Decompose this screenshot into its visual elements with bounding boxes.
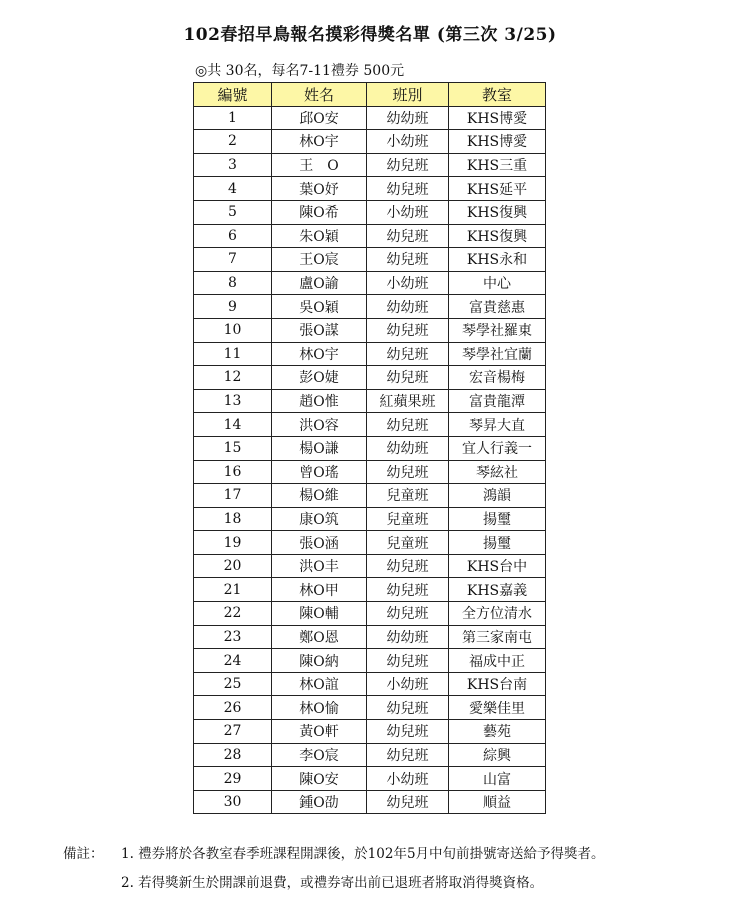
cell-number: 25 (194, 672, 272, 696)
table-row (194, 743, 546, 767)
cell-name: 洪O容 (272, 413, 367, 437)
cell-classroom: 宜人行義一 (449, 436, 546, 460)
header-class: 班別 (367, 83, 449, 107)
table-row (194, 696, 546, 720)
cell-number: 7 (194, 248, 272, 272)
table-row (194, 720, 546, 744)
cell-number: 27 (194, 720, 272, 744)
cell-number: 30 (194, 790, 272, 814)
cell-name: 張O涵 (272, 531, 367, 555)
cell-class: 幼兒班 (367, 554, 449, 578)
cell-name: 吳O穎 (272, 295, 367, 319)
cell-name: 王 O (272, 153, 367, 177)
cell-number: 15 (194, 436, 272, 460)
cell-classroom: 揚璽 (449, 531, 546, 555)
cell-classroom: 全方位清水 (449, 602, 546, 626)
cell-classroom: KHS嘉義 (449, 578, 546, 602)
cell-name: 楊O維 (272, 484, 367, 508)
cell-number: 4 (194, 177, 272, 201)
note-item: 1. 禮券將於各教室春季班課程開課後，於102年5月中旬前掛號寄送給予得獎者。 (121, 846, 605, 862)
note-item: 2. 若得獎新生於開課前退費，或禮券寄出前已退班者將取消得獎資格。 (121, 875, 544, 891)
cell-name: 彭O婕 (272, 366, 367, 390)
table-row (194, 153, 546, 177)
cell-name: 趙O惟 (272, 389, 367, 413)
cell-classroom: KHS台南 (449, 672, 546, 696)
cell-number: 5 (194, 200, 272, 224)
cell-name: 楊O謙 (272, 436, 367, 460)
table-row (194, 413, 546, 437)
cell-class: 幼兒班 (367, 177, 449, 201)
cell-number: 13 (194, 389, 272, 413)
cell-classroom: 琴學社宜蘭 (449, 342, 546, 366)
cell-class: 小幼班 (367, 271, 449, 295)
cell-class: 小幼班 (367, 200, 449, 224)
table-row (194, 295, 546, 319)
cell-class: 幼兒班 (367, 153, 449, 177)
cell-number: 17 (194, 484, 272, 508)
cell-class: 兒童班 (367, 484, 449, 508)
cell-name: 朱O穎 (272, 224, 367, 248)
cell-class: 幼兒班 (367, 342, 449, 366)
cell-class: 幼兒班 (367, 366, 449, 390)
cell-classroom: 鴻韻 (449, 484, 546, 508)
cell-classroom: KHS復興 (449, 200, 546, 224)
cell-number: 2 (194, 130, 272, 154)
cell-class: 幼兒班 (367, 460, 449, 484)
cell-class: 小幼班 (367, 130, 449, 154)
cell-number: 16 (194, 460, 272, 484)
table-header-row (194, 83, 546, 107)
cell-classroom: 琴絃社 (449, 460, 546, 484)
cell-classroom: KHS延平 (449, 177, 546, 201)
header-number: 編號 (194, 83, 272, 107)
table-row (194, 578, 546, 602)
table-row (194, 177, 546, 201)
table-body (194, 106, 546, 814)
cell-name: 林O宇 (272, 130, 367, 154)
cell-class: 幼幼班 (367, 106, 449, 130)
cell-name: 王O宸 (272, 248, 367, 272)
cell-number: 22 (194, 602, 272, 626)
cell-number: 18 (194, 507, 272, 531)
table-row (194, 271, 546, 295)
cell-name: 陳O希 (272, 200, 367, 224)
cell-name: 鍾O劭 (272, 790, 367, 814)
cell-name: 林O甲 (272, 578, 367, 602)
cell-number: 9 (194, 295, 272, 319)
cell-classroom: KHS永和 (449, 248, 546, 272)
table-row (194, 318, 546, 342)
cell-name: 陳O輔 (272, 602, 367, 626)
table-row (194, 389, 546, 413)
cell-classroom: 富貴龍潭 (449, 389, 546, 413)
cell-class: 幼幼班 (367, 625, 449, 649)
cell-name: 邱O安 (272, 106, 367, 130)
table-row (194, 507, 546, 531)
cell-number: 24 (194, 649, 272, 673)
cell-classroom: 揚璽 (449, 507, 546, 531)
cell-class: 幼兒班 (367, 248, 449, 272)
cell-name: 林O宇 (272, 342, 367, 366)
cell-name: 曾O瑤 (272, 460, 367, 484)
cell-classroom: KHS三重 (449, 153, 546, 177)
table-row (194, 342, 546, 366)
cell-class: 幼兒班 (367, 790, 449, 814)
cell-class: 幼兒班 (367, 224, 449, 248)
cell-name: 鄭O恩 (272, 625, 367, 649)
cell-number: 11 (194, 342, 272, 366)
cell-name: 張O謀 (272, 318, 367, 342)
table-row (194, 200, 546, 224)
cell-number: 1 (194, 106, 272, 130)
cell-classroom: 愛樂佳里 (449, 696, 546, 720)
cell-name: 盧O諭 (272, 271, 367, 295)
cell-name: 陳O納 (272, 649, 367, 673)
header-classroom: 教室 (449, 83, 546, 107)
cell-number: 26 (194, 696, 272, 720)
cell-classroom: 綜興 (449, 743, 546, 767)
cell-name: 葉O妤 (272, 177, 367, 201)
table-row (194, 602, 546, 626)
table-row (194, 436, 546, 460)
cell-classroom: 山富 (449, 767, 546, 791)
table-row (194, 460, 546, 484)
cell-name: 康O筑 (272, 507, 367, 531)
notes-label: 備註： (63, 846, 104, 862)
cell-number: 12 (194, 366, 272, 390)
header-name: 姓名 (272, 83, 367, 107)
cell-class: 兒童班 (367, 531, 449, 555)
table-row (194, 366, 546, 390)
cell-number: 29 (194, 767, 272, 791)
table-row (194, 248, 546, 272)
cell-number: 28 (194, 743, 272, 767)
cell-number: 8 (194, 271, 272, 295)
cell-classroom: KHS博愛 (449, 130, 546, 154)
table-row (194, 106, 546, 130)
table-row (194, 790, 546, 814)
cell-class: 小幼班 (367, 672, 449, 696)
table-row (194, 649, 546, 673)
cell-classroom: KHS復興 (449, 224, 546, 248)
cell-class: 幼兒班 (367, 720, 449, 744)
cell-number: 6 (194, 224, 272, 248)
cell-number: 23 (194, 625, 272, 649)
cell-number: 3 (194, 153, 272, 177)
prize-summary: ◎共 30名，每名7-11禮券 500元 (195, 63, 405, 79)
table-row (194, 484, 546, 508)
table-row (194, 554, 546, 578)
cell-number: 20 (194, 554, 272, 578)
page-title: 102春招早鳥報名摸彩得獎名單 (第三次 3/25) (183, 25, 557, 45)
cell-classroom: 琴昇大直 (449, 413, 546, 437)
cell-classroom: 富貴慈惠 (449, 295, 546, 319)
cell-class: 幼兒班 (367, 318, 449, 342)
cell-class: 幼幼班 (367, 436, 449, 460)
cell-class: 幼兒班 (367, 743, 449, 767)
cell-classroom: 第三家南屯 (449, 625, 546, 649)
table-row (194, 130, 546, 154)
cell-classroom: 福成中正 (449, 649, 546, 673)
cell-class: 幼兒班 (367, 696, 449, 720)
cell-classroom: 順益 (449, 790, 546, 814)
table-row (194, 224, 546, 248)
cell-name: 林O愉 (272, 696, 367, 720)
cell-classroom: 宏音楊梅 (449, 366, 546, 390)
cell-name: 黃O軒 (272, 720, 367, 744)
table-row (194, 531, 546, 555)
cell-class: 幼兒班 (367, 602, 449, 626)
cell-name: 李O宸 (272, 743, 367, 767)
cell-name: 林O誼 (272, 672, 367, 696)
cell-number: 14 (194, 413, 272, 437)
cell-classroom: KHS台中 (449, 554, 546, 578)
cell-classroom: 琴學社羅東 (449, 318, 546, 342)
cell-name: 陳O安 (272, 767, 367, 791)
table-row (194, 767, 546, 791)
cell-class: 兒童班 (367, 507, 449, 531)
cell-class: 小幼班 (367, 767, 449, 791)
table-row (194, 625, 546, 649)
cell-class: 幼兒班 (367, 413, 449, 437)
cell-class: 幼兒班 (367, 649, 449, 673)
cell-class: 幼兒班 (367, 578, 449, 602)
cell-class: 紅蘋果班 (367, 389, 449, 413)
cell-number: 19 (194, 531, 272, 555)
cell-name: 洪O丰 (272, 554, 367, 578)
cell-class: 幼幼班 (367, 295, 449, 319)
cell-classroom: 藝苑 (449, 720, 546, 744)
table-row (194, 672, 546, 696)
cell-number: 21 (194, 578, 272, 602)
cell-classroom: KHS博愛 (449, 106, 546, 130)
cell-classroom: 中心 (449, 271, 546, 295)
winners-table (193, 82, 546, 814)
cell-number: 10 (194, 318, 272, 342)
